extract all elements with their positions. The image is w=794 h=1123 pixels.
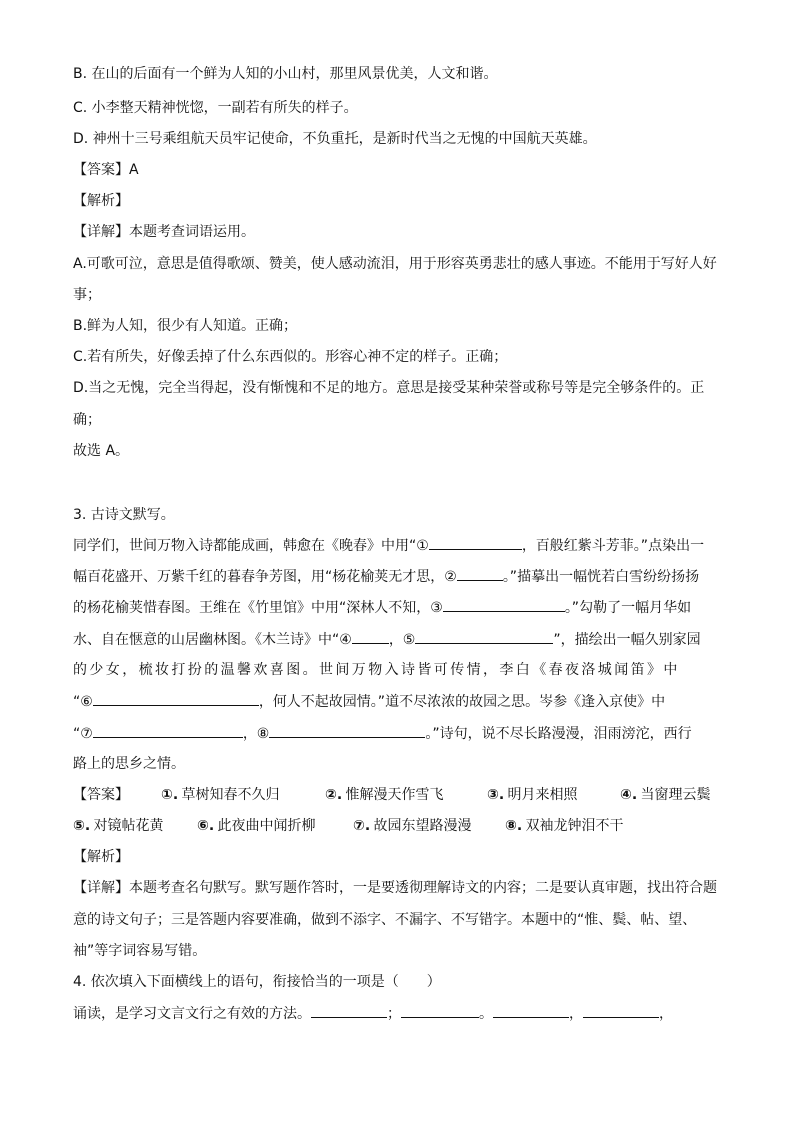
q3-para-line7: “⑦ ，⑧ 。”诗句，说不尽长路漫漫，泪雨滂沱，西行 — [73, 723, 721, 744]
q3-detail-line2: 意的诗文句子；三是答题内容要准确，做到不添字、不漏字、不写错字。本题中的“惟、鬓、帖、望、 — [73, 912, 697, 928]
q3-detail-tag: 【详解】 — [73, 880, 129, 896]
answer-item-3: ③. 明月来相照 — [487, 787, 578, 803]
explain-a-line1: A.可歌可泣，意思是值得歌颂、赞美，使人感动流泪，用于形容英勇悲壮的感人事迹。不能用于写好人好 — [73, 256, 717, 272]
q4-blank-2[interactable] — [401, 1003, 479, 1018]
explain-b: B.鲜为人知，很少有人知道。正确； — [73, 318, 298, 334]
answer-line — [73, 160, 139, 180]
detail-intro: 本题考查词语运用。 — [129, 224, 255, 240]
answer-value: A — [129, 162, 139, 178]
q3-answer-tag: 【答案】 — [73, 787, 129, 803]
detail-tag: 【详解】 — [73, 224, 129, 240]
blank-3[interactable] — [443, 597, 565, 612]
analysis-tag: 【解析】 — [73, 193, 129, 209]
blank-8[interactable] — [269, 723, 425, 738]
answer-item-2: ②. 惟解漫天作雪飞 — [325, 787, 444, 803]
q3-para-line2: 幅百花盛开、万紫千红的暮春争芳图，用“杨花榆荚无才思，② 。”描摹出一幅恍若白雪纷纷扬扬 — [73, 566, 721, 587]
q3-detail-line1: 【详解】本题考查名句默写。默写题作答时，一是要透彻理解诗文的内容；二是要认真审题，找出符合题 — [73, 880, 717, 896]
option-c: C. 小李整天精神恍惚，一副若有所失的样子。 — [73, 100, 358, 116]
q3-para-line6: “⑥ ，何人不起故园情。”道不尽浓浓的故园之思。岑参《逢入京使》中 — [73, 691, 721, 712]
answer-item-6: ⑥. 此夜曲中闻折柳 — [197, 818, 316, 834]
explain-d-line1: D.当之无愧，完全当得起，没有惭愧和不足的地方。意思是接受某种荣誉或称号等是完全够条件的。正 — [73, 380, 705, 396]
blank-6[interactable] — [93, 691, 259, 706]
answer-item-4: ④. 当窗理云鬓 — [620, 787, 711, 803]
q3-para-line5: 的少女，梳妆打扮的温馨欢喜图。世间万物入诗皆可传情，李白《春夜洛城闻笛》中 — [73, 662, 680, 678]
q4-stem: 诵读，是学习文言文行之有效的方法。 ； 。 ， ， — [73, 1003, 673, 1024]
q3-title: 3. 古诗文默写。 — [73, 507, 175, 523]
q3-detail-line3: 袖”等字词容易写错。 — [73, 943, 207, 959]
q4-title: 4. 依次填入下面横线上的语句，衔接恰当的一项是（ ） — [73, 974, 441, 990]
blank-7[interactable] — [93, 723, 243, 738]
q4-blank-1[interactable] — [311, 1003, 387, 1018]
blank-4[interactable] — [352, 629, 389, 644]
blank-1[interactable] — [429, 535, 522, 550]
q3-para-line3: 的杨花榆荚惜春图。王维在《竹里馆》中用“深林人不知，③ 。”勾勒了一幅月华如 — [73, 597, 721, 618]
option-b: B. 在山的后面有一个鲜为人知的小山村，那里风景优美，人文和谐。 — [73, 66, 498, 82]
answer-item-8: ⑧. 双袖龙钟泪不干 — [505, 818, 624, 834]
q4-blank-4[interactable] — [583, 1003, 659, 1018]
q4-blank-3[interactable] — [493, 1003, 569, 1018]
blank-5[interactable] — [415, 629, 553, 644]
explain-d-line2: 确； — [73, 412, 101, 428]
q3-analysis-tag: 【解析】 — [73, 849, 129, 865]
detail-line — [73, 222, 255, 242]
answer-tag: 【答案】 — [73, 162, 129, 178]
q3-para-line1: 同学们，世间万物入诗都能成画，韩愈在《晚春》中用“① ，百般红紫斗芳菲。”点染出一 — [73, 535, 721, 556]
blank-2[interactable] — [457, 566, 503, 581]
option-d: D. 神州十三号乘组航天员牢记使命，不负重托，是新时代当之无愧的中国航天英雄。 — [73, 131, 597, 147]
q3-para-line4: 水、自在惬意的山居幽林图。《木兰诗》中“④ ，⑤ ”，描绘出一幅久别家园 — [73, 629, 721, 650]
answer-item-5: ⑤. 对镜帖花黄 — [73, 818, 164, 834]
q3-para-line8: 路上的思乡之情。 — [73, 756, 185, 772]
explain-a-line2: 事； — [73, 287, 101, 303]
answer-item-1: ①. 草树知春不久归 — [161, 787, 280, 803]
explain-c: C.若有所失，好像丢掉了什么东西似的。形容心神不定的样子。正确； — [73, 349, 508, 365]
conclusion: 故选 A。 — [73, 443, 130, 459]
answer-item-7: ⑦. 故园东望路漫漫 — [353, 818, 472, 834]
